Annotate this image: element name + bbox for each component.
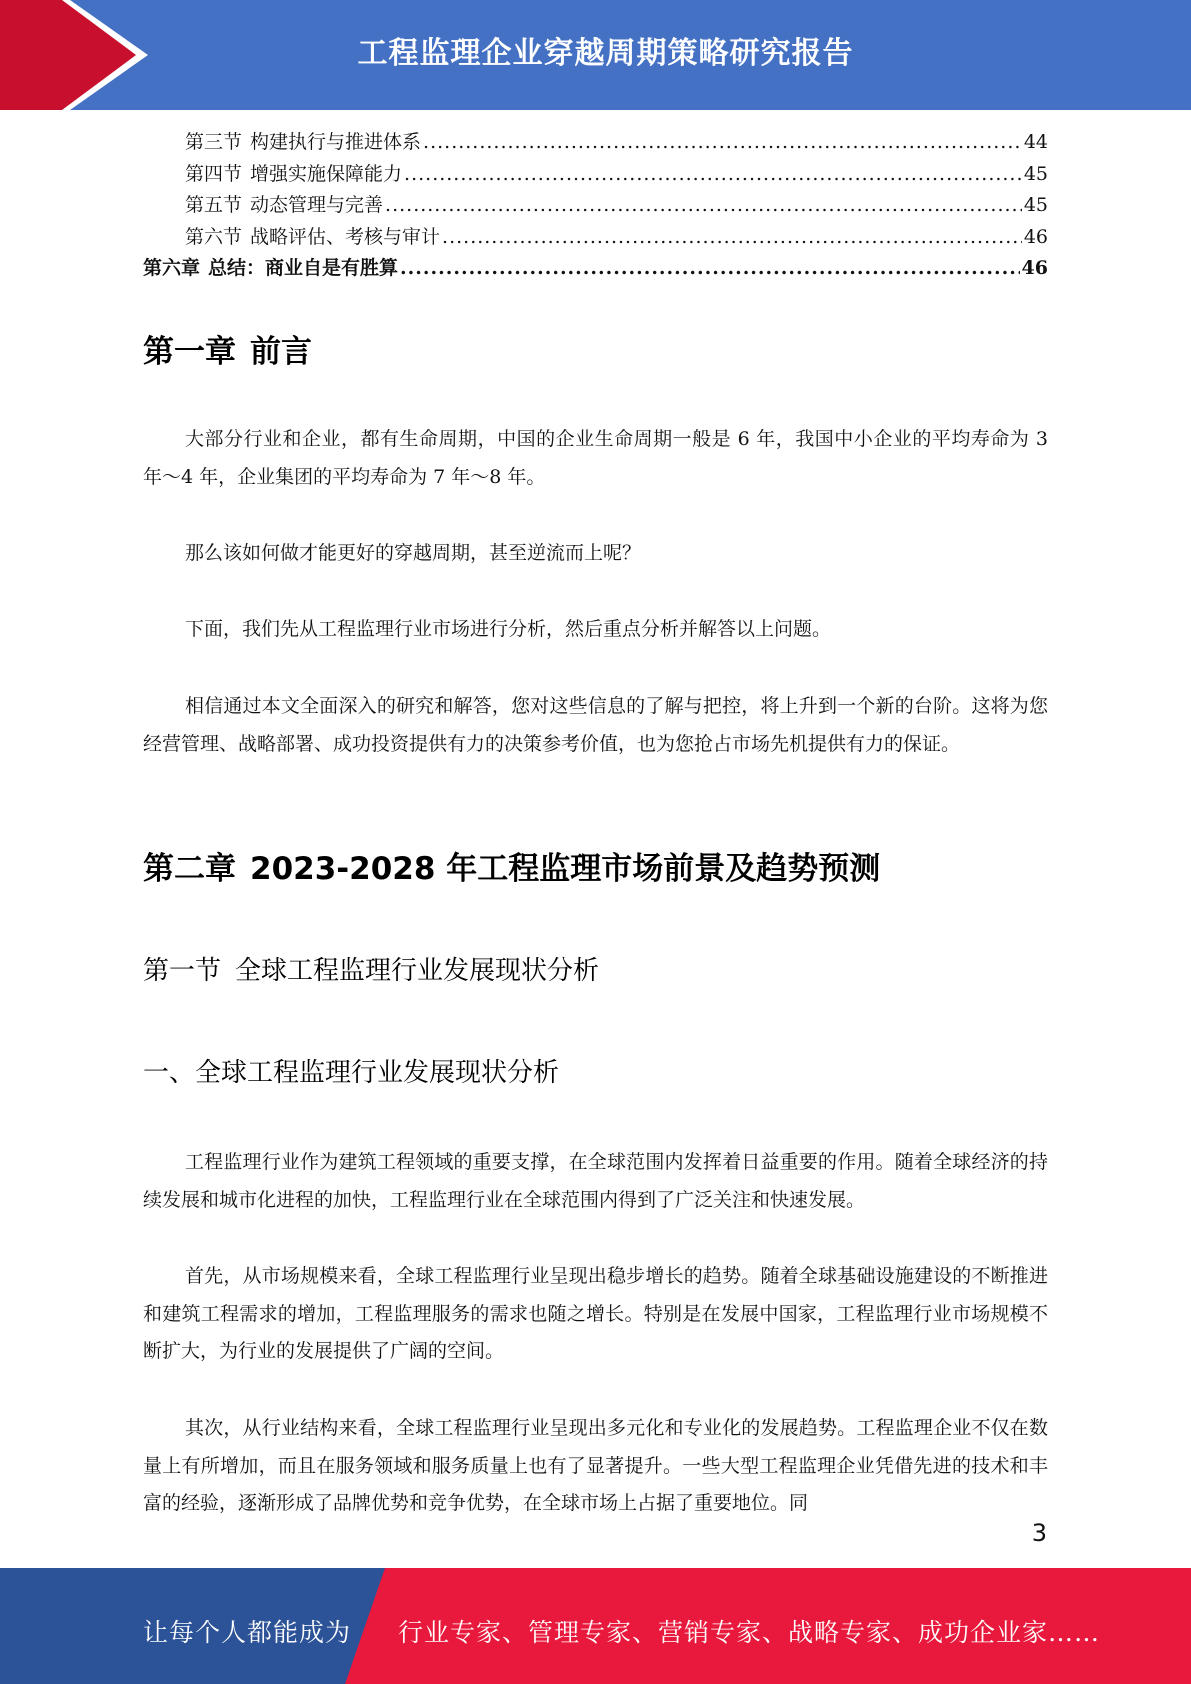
toc-leader-dots (442, 226, 1022, 248)
chapter-heading (143, 326, 312, 371)
toc-item-title: 动态管理与完善 (250, 194, 384, 216)
toc-item-title: 总结：商业自是有胜算 (208, 257, 399, 279)
toc-item-page: 45 (1023, 162, 1048, 185)
paragraph: 相信通过本文全面深入的研究和解答，您对这些信息的了解与把控，将上升到一个新的台阶。这将为您经营管理、战略部署、成功投资提供有力的决策参考价值，也为您抢占市场先机提供有力的保证。 (143, 695, 1048, 755)
toc-item-page: 46 (1021, 257, 1048, 279)
toc-item-number: 第六章 (143, 257, 201, 279)
paragraph: 大部分行业和企业，都有生命周期，中国的企业生命周期一般是 6 年，我国中小企业的平均寿命为 3 年～4 年，企业集团的平均寿命为 7 年～8 年。 (143, 428, 1048, 488)
toc-item-number: 第六节 (185, 225, 243, 248)
toc-leader-dots (400, 257, 1020, 279)
toc-item-page: 44 (1023, 131, 1048, 153)
paragraph: 下面，我们先从工程监理行业市场进行分析，然后重点分析并解答以上问题。 (185, 618, 832, 640)
toc-item[interactable] (143, 190, 1048, 222)
toc-item[interactable] (143, 159, 1048, 191)
page-number: 3 (1031, 1519, 1047, 1547)
paragraph: 工程监理行业作为建筑工程领域的重要支撑，在全球范围内发挥着日益重要的作用。随着全球经济的持续发展和城市化进程的加快，工程监理行业在全球范围内得到了广泛关注和快速发展。 (143, 1151, 1048, 1211)
chapter-number: 第二章 (143, 851, 236, 887)
section-number: 第一节 (143, 956, 222, 986)
toc-item-title: 战略评估、考核与审计 (250, 225, 441, 248)
footer-slogan-right: 行业专家、管理专家、营销专家、战略专家、成功企业家…… (398, 1618, 1101, 1647)
toc-item[interactable] (143, 127, 1048, 159)
chapter-title: 前言 (250, 334, 312, 370)
paragraph: 其次，从行业结构来看，全球工程监理行业呈现出多元化和专业化的发展趋势。工程监理企业不仅在数量上有所增加，而且在服务领域和服务质量上也有了显著提升。一些大型工程监理企业凭借先进的技术和丰富的经验，逐渐形成了品牌优势和竞争优势，在全球市场上占据了重要地位。同 (143, 1417, 1048, 1514)
toc-item-number: 第五节 (185, 194, 243, 216)
toc-leader-dots (385, 194, 1022, 216)
toc-item-chapter[interactable] (143, 253, 1048, 285)
toc-leader-dots (423, 131, 1022, 153)
toc-item-page: 46 (1023, 225, 1048, 248)
footer-slogan-left: 让每个人都能成为 (143, 1618, 352, 1647)
subsection-heading: 一、全球工程监理行业发展现状分析 (143, 1058, 560, 1088)
header-band (0, 0, 1191, 110)
toc-item-number: 第三节 (185, 131, 243, 153)
table-of-contents (143, 127, 1048, 285)
toc-item-page: 45 (1023, 194, 1048, 216)
toc-leader-dots (404, 163, 1022, 185)
paragraph: 那么该如何做才能更好的穿越周期，甚至逆流而上呢？ (185, 542, 642, 564)
chapter-title: 2023-2028 年工程监理市场前景及趋势预测 (250, 851, 881, 887)
toc-item-number: 第四节 (185, 162, 243, 185)
report-title: 工程监理企业穿越周期策略研究报告 (357, 36, 854, 71)
chapter-heading (143, 843, 880, 888)
section-heading (143, 950, 599, 987)
paragraph: 首先，从市场规模来看，全球工程监理行业呈现出稳步增长的趋势。随着全球基础设施建设的不断推进和建筑工程需求的增加，工程监理服务的需求也随之增长。特别是在发展中国家，工程监理行业市场规模不断扩大，为行业的发展提供了广阔的空间。 (143, 1265, 1048, 1362)
footer-band (0, 1568, 1191, 1684)
toc-item-title: 增强实施保障能力 (250, 162, 403, 185)
toc-item[interactable] (143, 222, 1048, 254)
toc-item-title: 构建执行与推进体系 (250, 131, 422, 153)
chapter-number: 第一章 (143, 334, 236, 370)
section-title: 全球工程监理行业发展现状分析 (235, 956, 600, 986)
